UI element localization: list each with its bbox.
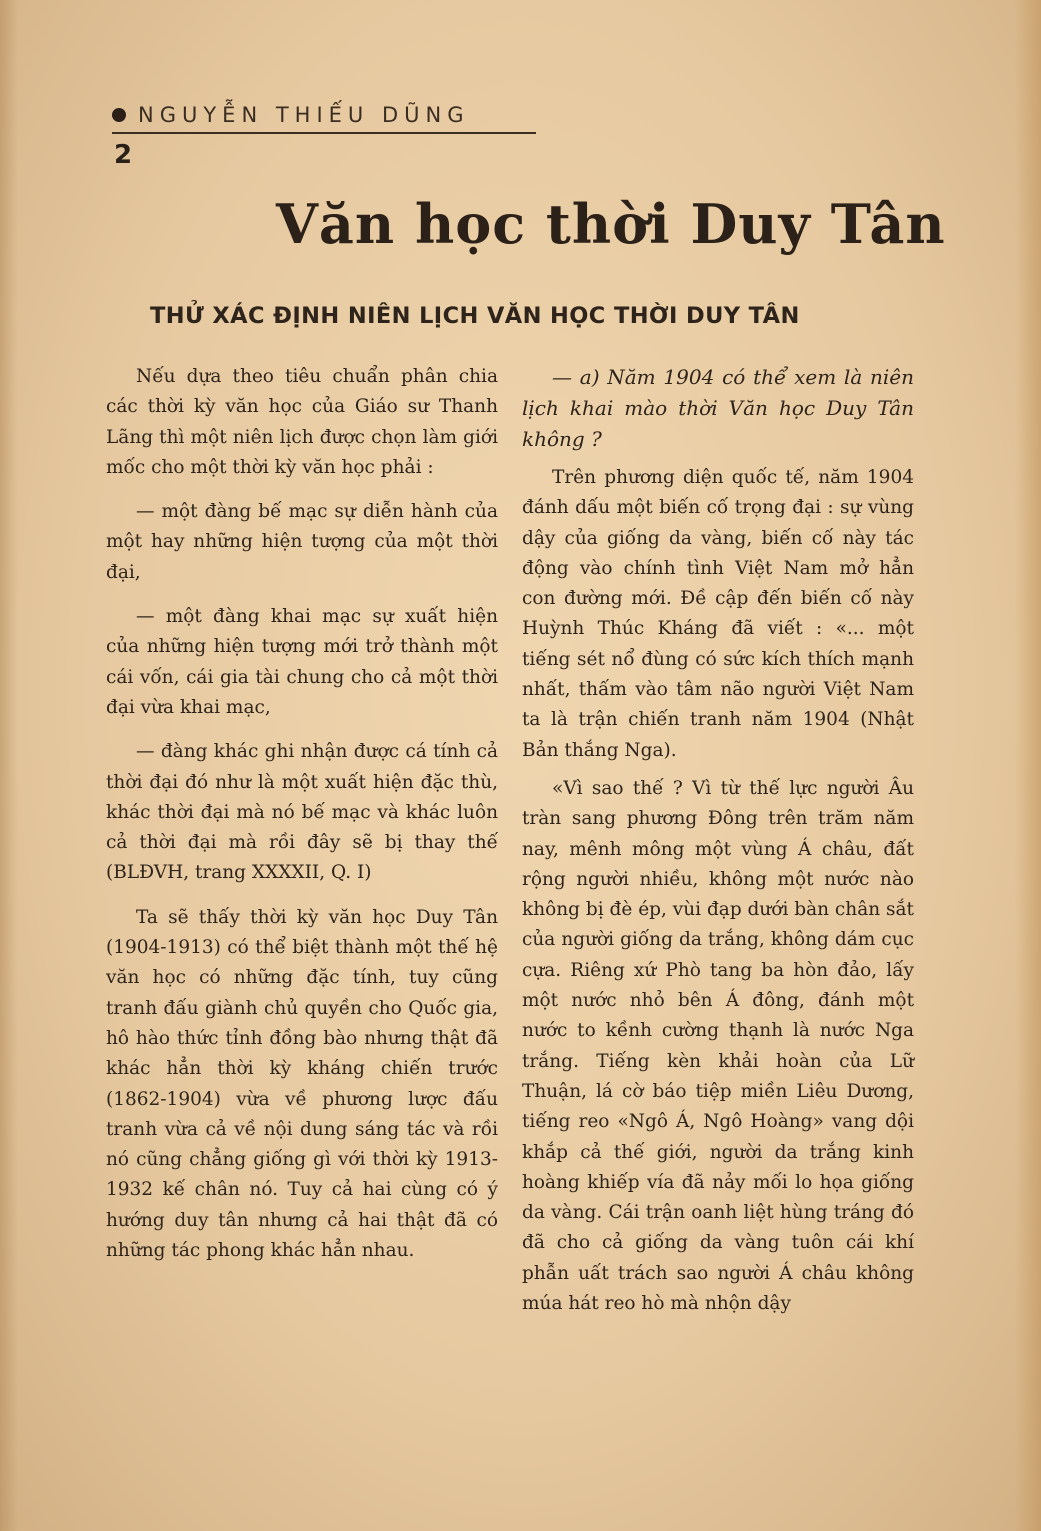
- paragraph: Trên phương diện quốc tế, năm 1904 đánh dấu một biến cố trọng đại : sự vùng dậy của giống da vàng, biến cố này tác động vào chính tình Việt Nam mở hẳn con đường mới. Đề cập đến biến cố này Huỳnh Thúc Kháng đã viết : «... một tiếng sét nổ đùng có sức kích thích mạnh nhất, thấm vào tâm não người Việt Nam ta là trận chiến tranh năm 1904 (Nhật Bản thắng Nga).: [522, 467, 914, 761]
- author-name: NGUYỄN THIẾU DŨNG: [138, 103, 470, 127]
- article-title: Văn học thời Duy Tân: [276, 192, 946, 256]
- page-edge-shadow-right: [1015, 0, 1041, 1531]
- left-column: [106, 362, 498, 1266]
- section-question: — a) Năm 1904 có thể xem là niên lịch khai mào thời Văn học Duy Tân không ?: [522, 365, 914, 451]
- article-subtitle: THỬ XÁC ĐỊNH NIÊN LỊCH VĂN HỌC THỜI DUY TÂN: [150, 303, 800, 329]
- paragraph: — đàng khác ghi nhận được cá tính cả thời đại đó như là một xuất hiện đặc thù, khác thời đại mà nó bế mạc và khác luôn cả thời đại mà rồi đây sẽ bị thay thế (BLĐVH, trang XXXXII, Q. I): [106, 741, 498, 884]
- paragraph: Nếu dựa theo tiêu chuẩn phân chia các thời kỳ văn học của Giáo sư Thanh Lãng thì một niên lịch được chọn làm giới mốc cho một thời kỳ văn học phải :: [106, 366, 498, 478]
- paragraph: — một đàng bế mạc sự diễn hành của một hay những hiện tượng của một thời đại,: [106, 501, 498, 583]
- bullet-icon: [112, 108, 126, 122]
- author-header: [112, 98, 536, 134]
- paragraph: «Vì sao thế ? Vì từ thế lực người Âu tràn sang phương Đông trên trăm năm nay, mênh mông một vùng Á châu, đất rộng người nhiều, không một nước nào không bị đè ép, vùi đạp dưới bàn chân sắt của người giống da trắng, không dám cục cựa. Riêng xứ Phò tang ba hòn đảo, lấy một nước nhỏ bên Á đông, đánh một nước to kềnh cường thạnh là nước Nga trắng. Tiếng kèn khải hoàn của Lữ Thuận, lá cờ báo tiệp miền Liêu Dương, tiếng reo «Ngô Á, Ngô Hoàng» vang dội khắp cả thế giới, người da trắng kinh hoàng khiếp vía đã nảy mối lo họa giống da vàng. Cái trận oanh liệt hùng tráng đó đã cho cả giống da vàng tuôn cái khí phẫn uất trách sao người Á châu không múa hát reo hò mà nhộn dậy: [522, 777, 914, 1315]
- paragraph: — một đàng khai mạc sự xuất hiện của những hiện tượng mới trở thành một cái vốn, cái gia tài chung cho cả một thời đại vừa khai mạc,: [106, 606, 498, 718]
- page-number: 2: [114, 140, 133, 170]
- page-edge-shadow-left: [0, 0, 18, 1531]
- right-column: [522, 362, 914, 1319]
- paragraph: Ta sẽ thấy thời kỳ văn học Duy Tân (1904-1913) có thể biệt thành một thế hệ văn học có những đặc tính, tuy cũng tranh đấu giành chủ quyền cho Quốc gia, hô hào thức tỉnh đồng bào nhưng thật đã khác hẳn thời kỳ kháng chiến trước (1862-1904) vừa về phương lược đấu tranh vừa cả về nội dung sáng tác và rồi nó cũng chẳng giống gì với thời kỳ 1913-1932 kế chân nó. Tuy cả hai cùng có ý hướng duy tân nhưng cả hai thật đã có những tác phong khác hẳn nhau.: [106, 906, 498, 1262]
